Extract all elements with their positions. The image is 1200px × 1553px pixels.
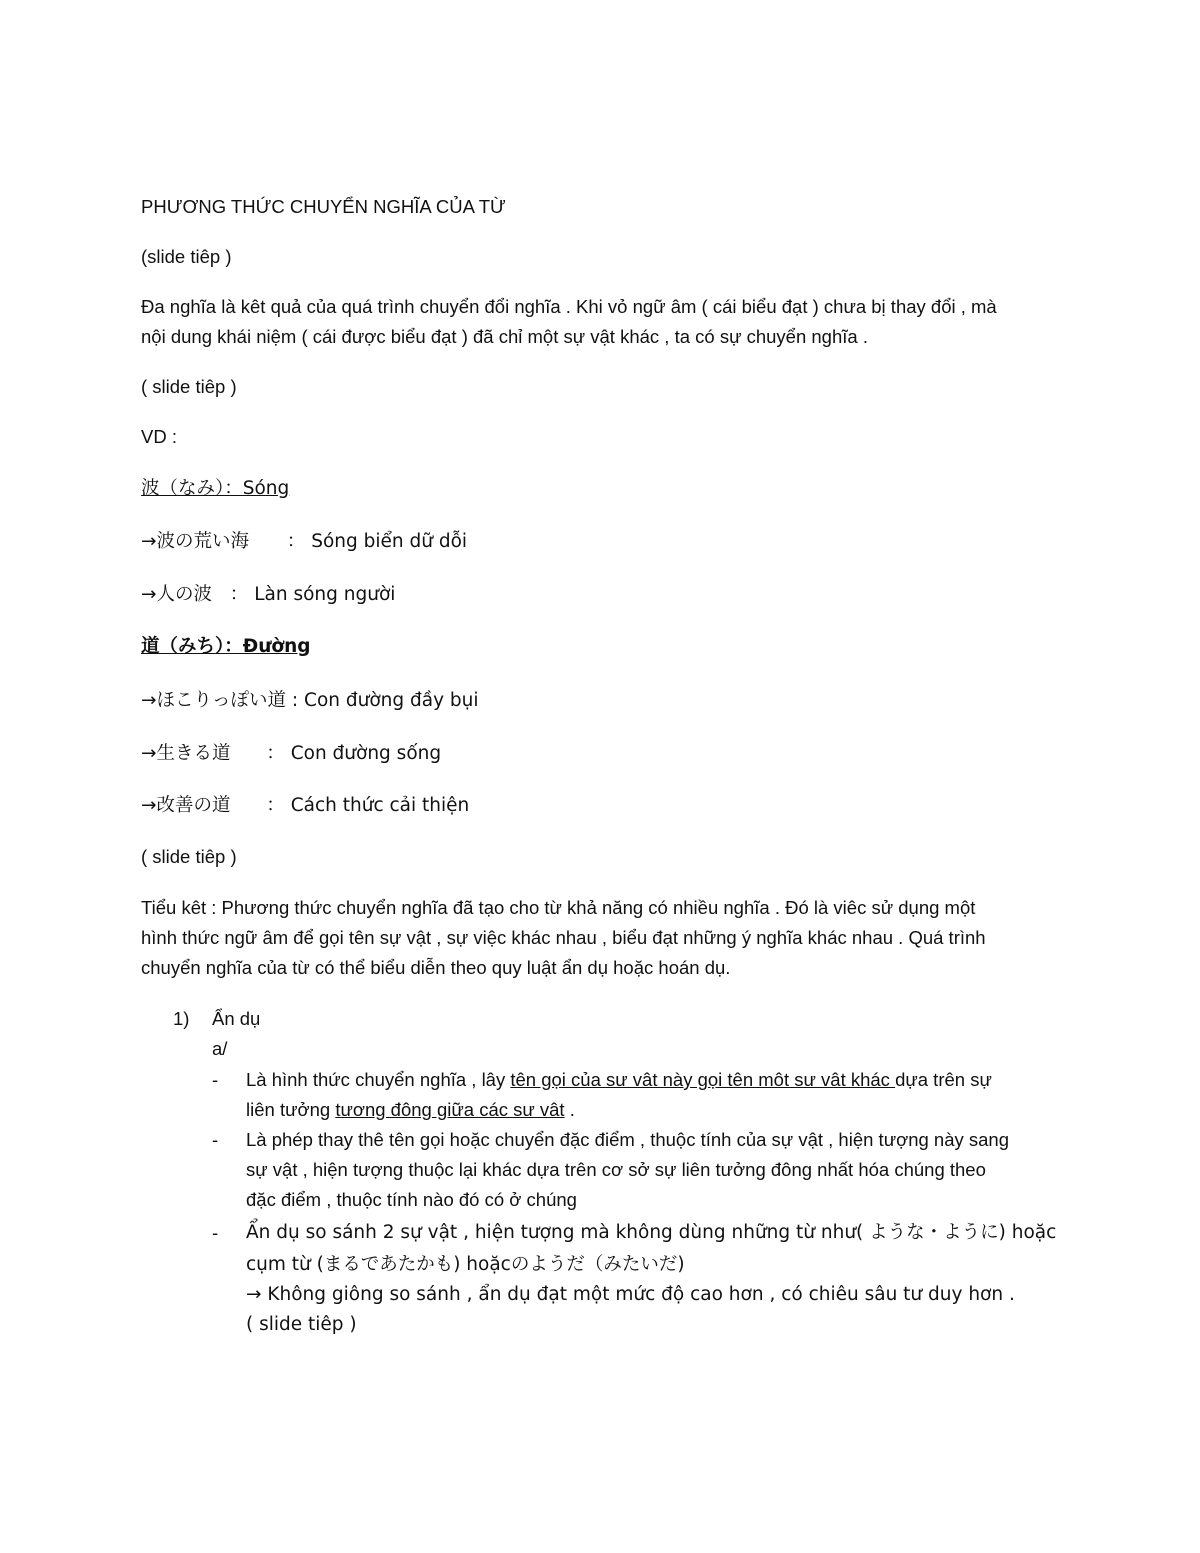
slide-next-note: (slide tiêp ) — [141, 246, 232, 267]
example-item — [141, 527, 467, 557]
bullet-line: sự vật , hiện tượng thuộc lại khác dựa trên cơ sở sự liên tưởng đông nhất hóa chúng theo — [246, 1159, 986, 1180]
bullet-dash: - — [212, 1129, 219, 1150]
example-item — [141, 580, 395, 610]
definition-paragraph — [141, 292, 1061, 352]
bullet-underlined-text: tên gọi của sư vât này gọi tên môt sư vât khác — [510, 1069, 896, 1090]
slide-next-note: ( slide tiêp ) — [141, 846, 237, 867]
example-item — [141, 739, 441, 769]
example-item-vi: Cách thức cải thiện — [290, 795, 470, 816]
example-item-separator: ： — [266, 795, 285, 816]
bullet-line: cụm từ (まるであたかも) hoặcのようだ（みたいだ) — [246, 1254, 685, 1275]
bullet-dash: - — [212, 1069, 219, 1090]
example-item — [141, 686, 479, 716]
bullet-text-segment: dựa trên sự — [895, 1069, 992, 1090]
bullet-line: ( slide tiêp ) — [246, 1314, 357, 1335]
definition-line: Đa nghĩa là kêt quả của quá trình chuyển đổi nghĩa . Khi vỏ ngữ âm ( cái biểu đạt ) chưa bị thay đổi , mà — [141, 296, 997, 317]
bullet-item — [246, 1218, 1066, 1340]
bullet-text-segment: . — [564, 1099, 575, 1120]
bullet-line: đặc điểm , thuộc tính nào đó có ở chúng — [246, 1189, 577, 1210]
bullet-item — [246, 1065, 1066, 1125]
list-heading: Ẩn dụ — [212, 1008, 261, 1029]
example-item-separator: ： — [266, 743, 285, 764]
definition-line: nội dung khái niệm ( cái được biểu đạt ) đã chỉ một sự vật khác , ta có sự chuyển nghĩa . — [141, 326, 868, 347]
bullet-line — [246, 1095, 1066, 1125]
example-item-jp: →波の荒い海 — [141, 531, 250, 552]
bullet-item — [246, 1125, 1066, 1215]
example-item-vi: Con đường sống — [290, 743, 442, 764]
example-item-jp: →改善の道 — [141, 795, 231, 816]
bullet-text-segment: Là hình thức chuyển nghĩa , lây — [246, 1069, 511, 1090]
example-item-vi: Sóng biển dữ dỗi — [311, 531, 468, 552]
bullet-line — [246, 1065, 1066, 1095]
summary-line: chuyển nghĩa của từ có thể biểu diễn theo quy luật ẩn dụ hoặc hoán dụ. — [141, 957, 731, 978]
example-label: VD : — [141, 426, 177, 447]
example-item-jp: →生きる道 — [141, 743, 231, 764]
slide-next-note: ( slide tiêp ) — [141, 376, 237, 397]
example-item-jp: →人の波 — [141, 584, 213, 605]
example-item — [141, 791, 469, 821]
example-item-separator: : — [291, 690, 299, 711]
bullet-line: Là phép thay thê tên gọi hoặc chuyển đặc điểm , thuộc tính của sự vật , hiện tượng này sang — [246, 1129, 1010, 1150]
example-item-vi: Con đường đầy bụi — [304, 690, 479, 711]
bullet-line: Ẩn dụ so sánh 2 sự vật , hiện tượng mà không dùng những từ như( ような・ように) hoặc — [246, 1222, 1057, 1243]
bullet-text-segment: liên tưởng — [246, 1099, 336, 1120]
list-number: 1) — [173, 1008, 190, 1029]
example-heading-michi: 道（みち）：Đường — [141, 636, 311, 657]
example-item-jp: →ほこりっぽい道 — [141, 690, 287, 711]
summary-paragraph — [141, 893, 1061, 983]
summary-line: Tiểu kêt : Phương thức chuyển nghĩa đã tạo cho từ khả năng có nhiều nghĩa . Đó là viêc sử dụng một — [141, 897, 976, 918]
bullet-line: → Không giông so sánh , ẩn dụ đạt một mức độ cao hơn , có chiêu sâu tư duy hơn . — [246, 1284, 1015, 1305]
document-title: PHƯƠNG THỨC CHUYỂN NGHĨA CỦA TỪ — [141, 196, 506, 217]
example-item-separator: ： — [229, 584, 249, 605]
example-item-separator: ： — [286, 531, 306, 552]
bullet-dash: - — [212, 1222, 219, 1243]
example-heading-nami: 波（なみ）：Sóng — [141, 478, 290, 499]
summary-line: hình thức ngữ âm để gọi tên sự vật , sự việc khác nhau , biểu đạt những ý nghĩa khác nhau . Quá trình — [141, 927, 986, 948]
list-subheading: a/ — [212, 1038, 228, 1059]
example-item-vi: Làn sóng người — [254, 584, 396, 605]
bullet-underlined-text: tương đông giữa các sư vât — [335, 1099, 565, 1120]
